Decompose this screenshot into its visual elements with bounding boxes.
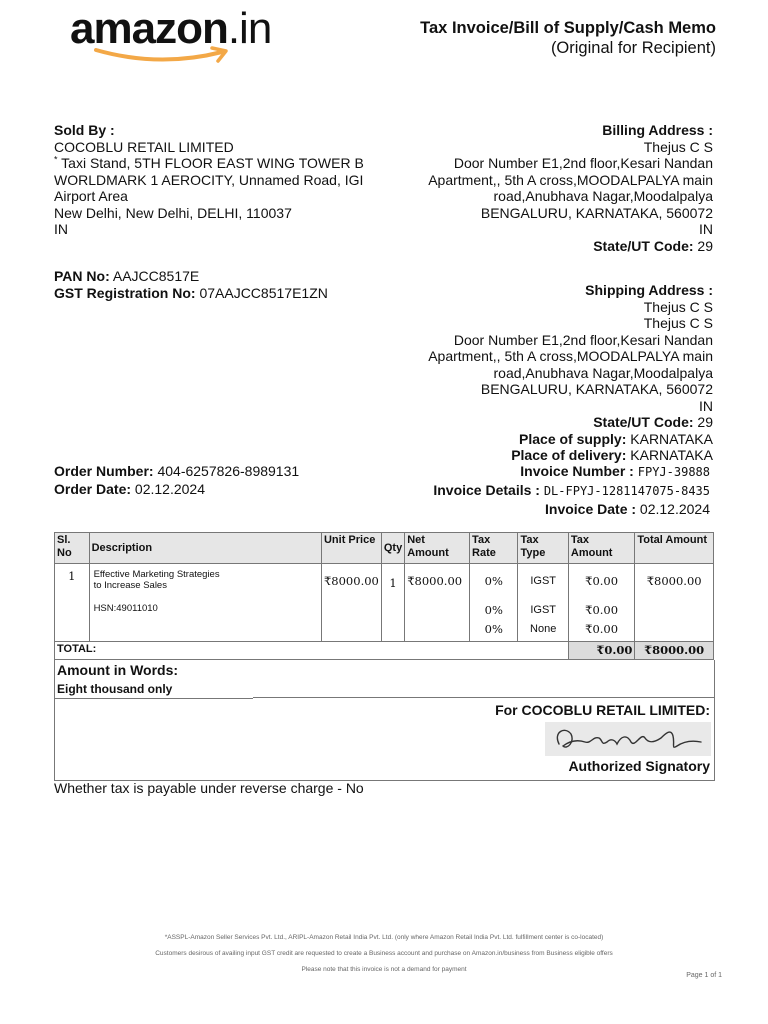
seller-address-line4: New Delhi, New Delhi, DELHI, 110037 <box>54 204 292 221</box>
invoice-number-value: FPYJ-39888 <box>637 465 710 479</box>
header-net-amount: Net Amount <box>405 533 470 564</box>
billing-state-label: State/UT Code: <box>593 237 694 254</box>
billing-name: Thejus C S <box>643 138 713 155</box>
page-number: Page 1 of 1 <box>686 972 722 979</box>
tax-type-3: None <box>530 623 557 635</box>
logo-suffix: .in <box>227 4 272 53</box>
billing-line2: Apartment,, 5th A cross,MOODALPALYA main <box>428 171 713 188</box>
shipping-line2: Apartment,, 5th A cross,MOODALPALYA main <box>428 348 713 364</box>
order-date-value: 02.12.2024 <box>134 481 205 497</box>
order-info-block <box>54 462 299 498</box>
invoice-details-value: DL-FPYJ-1281147075-8435 <box>543 484 710 498</box>
tax-amount-3: ₹0.00 <box>585 622 619 636</box>
seller-address-line2: WORLDMARK 1 AEROCITY, Unnamed Road, IGI <box>54 171 364 188</box>
header-sl-no: Sl. No <box>55 533 90 564</box>
item-tax-amounts <box>568 564 634 642</box>
item-hsn: HSN:49011010 <box>93 603 158 614</box>
header-tax-type: Tax Type <box>518 533 568 564</box>
shipping-label: Shipping Address : <box>585 282 713 298</box>
billing-line4: BENGALURU, KARNATAKA, 560072 <box>480 204 713 221</box>
item-description <box>89 564 321 642</box>
seller-address-line3: Airport Area <box>54 188 128 204</box>
shipping-name1: Thejus C S <box>643 298 713 315</box>
shipping-line4: BENGALURU, KARNATAKA, 560072 <box>480 381 713 397</box>
billing-state-value: 29 <box>697 237 713 254</box>
tax-ids-block <box>54 268 328 301</box>
asterisk-mark: * <box>54 154 58 165</box>
item-total-amount: ₹8000.00 <box>635 564 714 642</box>
shipping-line5: IN <box>699 397 713 414</box>
invoice-info-block <box>433 462 710 518</box>
signature-image <box>545 722 711 756</box>
authorized-signatory-label: Authorized Signatory <box>568 758 710 774</box>
place-of-delivery-value: KARNATAKA <box>630 447 713 463</box>
gst-label: GST Registration No: <box>54 284 196 301</box>
tax-rate-2: 0% <box>484 603 503 617</box>
tax-rate-3: 0% <box>484 622 503 636</box>
gst-value: 07AAJCC8517E1ZN <box>199 284 328 301</box>
title-line1: Tax Invoice/Bill of Supply/Cash Memo <box>420 19 716 37</box>
amount-words-signatory-box <box>54 660 715 781</box>
item-tax-rates <box>470 564 518 642</box>
item-description-line1: Effective Marketing Strategies <box>93 569 220 580</box>
amount-words-value: Eight thousand only <box>57 682 173 696</box>
tax-type-1: IGST <box>530 575 557 587</box>
billing-line3: road,Anubhava Nagar,Moodalpalya <box>493 188 713 204</box>
invoice-details-label: Invoice Details : <box>433 482 540 498</box>
reverse-charge-note: Whether tax is payable under reverse charge - No <box>54 780 364 796</box>
seller-address-line5: IN <box>54 221 68 237</box>
header-tax-amount: Tax Amount <box>568 533 634 564</box>
billing-line1: Door Number E1,2nd floor,Kesari Nandan <box>453 155 713 171</box>
order-number-value: 404-6257826-8989131 <box>157 463 300 479</box>
item-tax-types <box>518 564 568 642</box>
header-total-amount: Total Amount <box>635 533 714 564</box>
shipping-address-block <box>428 282 713 464</box>
item-description-line2: to Increase Sales <box>93 580 167 591</box>
total-tax-amount: ₹0.00 <box>568 642 634 660</box>
billing-address-block <box>428 122 713 254</box>
shipping-name2: Thejus C S <box>643 315 713 331</box>
pan-label: PAN No: <box>54 268 110 284</box>
header-unit-price: Unit Price <box>321 533 381 564</box>
footer-line1: *ASSPL-Amazon Seller Services Pvt. Ltd., ARIPL-Amazon Retail India Pvt. Ltd. (only where Amazon Retail India Pvt. Ltd. fulfillment center is co-located) <box>164 934 604 941</box>
tax-amount-1: ₹0.00 <box>585 574 619 588</box>
place-of-supply-label: Place of supply: <box>519 430 627 447</box>
tax-amount-2: ₹0.00 <box>585 603 619 617</box>
total-label: TOTAL: <box>55 642 569 660</box>
billing-label: Billing Address : <box>602 122 713 138</box>
for-company-label: For COCOBLU RETAIL LIMITED: <box>495 702 710 718</box>
tax-rate-1: 0% <box>484 574 503 588</box>
grand-total-amount: ₹8000.00 <box>635 642 714 660</box>
sold-by-label: Sold By : <box>54 122 115 138</box>
item-unit-price: ₹8000.00 <box>321 564 381 642</box>
item-sl-no: 1 <box>55 564 90 642</box>
seller-address-line1: Taxi Stand, 5TH FLOOR EAST WING TOWER B <box>61 155 364 171</box>
logo-brand: amazon <box>70 4 228 53</box>
table-row <box>55 564 714 642</box>
pan-value: AAJCC8517E <box>112 268 200 284</box>
document-title <box>420 18 716 58</box>
shipping-state-label: State/UT Code: <box>593 414 694 430</box>
divider-line <box>55 698 253 699</box>
order-number-label: Order Number: <box>54 463 154 479</box>
item-net-amount: ₹8000.00 <box>405 564 470 642</box>
total-row <box>55 642 714 660</box>
header-description: Description <box>89 533 321 564</box>
header-tax-rate: Tax Rate <box>470 533 518 564</box>
invoice-items-table <box>54 532 714 660</box>
amazon-logo <box>66 4 316 72</box>
seller-name: COCOBLU RETAIL LIMITED <box>54 138 234 155</box>
invoice-date-label: Invoice Date : <box>545 501 637 517</box>
shipping-line3: road,Anubhava Nagar,Moodalpalya <box>493 364 713 381</box>
place-of-delivery-label: Place of delivery: <box>511 447 627 463</box>
tax-type-2: IGST <box>530 604 557 616</box>
shipping-state-value: 29 <box>697 414 713 430</box>
amazon-smile-icon <box>94 46 234 66</box>
title-line2: (Original for Recipient) <box>550 39 716 57</box>
divider-line <box>253 697 714 698</box>
footer-line2: Customers desirous of availing input GST credit are requested to create a Business account and purchase on Amazon.in/business from Business eligible offers <box>155 950 613 957</box>
billing-line5: IN <box>699 221 713 237</box>
order-date-label: Order Date: <box>54 481 132 497</box>
invoice-number-label: Invoice Number : <box>520 463 634 479</box>
item-qty: 1 <box>381 564 404 642</box>
footer-line3: Please note that this invoice is not a demand for payment <box>301 966 467 973</box>
invoice-date-value: 02.12.2024 <box>639 501 710 517</box>
amount-words-label: Amount in Words: <box>57 662 179 678</box>
place-of-supply-value: KARNATAKA <box>630 430 713 447</box>
header-qty: Qty <box>381 533 404 564</box>
sold-by-block <box>54 122 364 238</box>
shipping-line1: Door Number E1,2nd floor,Kesari Nandan <box>453 331 713 348</box>
table-header-row <box>55 533 714 564</box>
